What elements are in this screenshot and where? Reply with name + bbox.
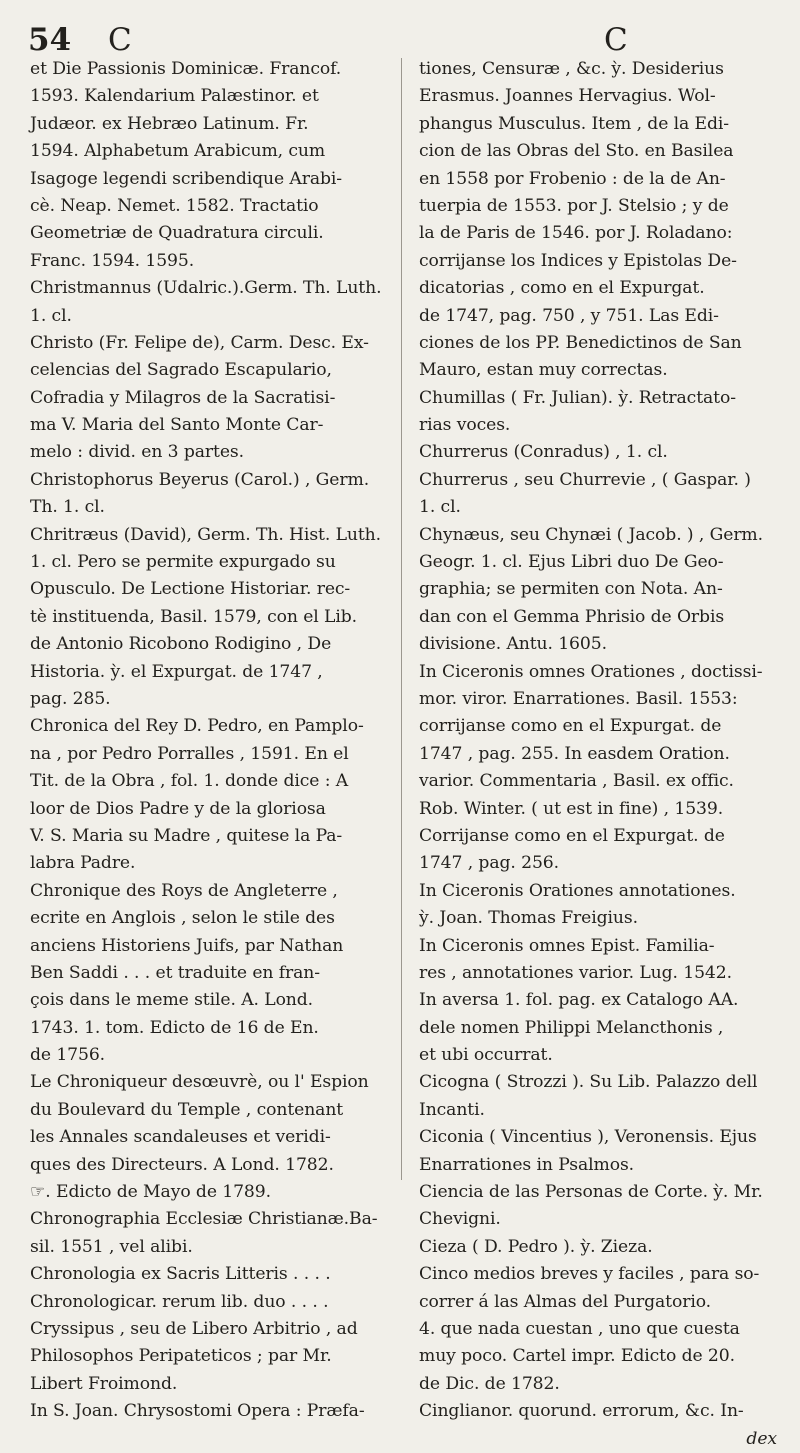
text-line: Churrerus (Conradus) , 1. cl.	[419, 442, 668, 463]
text-line: Historia. ỳ. el Expurgat. de 1747 ,	[30, 661, 323, 682]
text-line: 1594. Alphabetum Arabicum, cum	[30, 141, 326, 162]
text-line: cè. Neap. Nemet. 1582. Tractatio	[30, 195, 319, 216]
text-line: Cieza ( D. Pedro ). ỳ. Zieza.	[419, 1236, 653, 1257]
text-line: Chronica del Rey D. Pedro, en Pamplo-	[30, 716, 364, 737]
running-head-left: C	[108, 22, 132, 58]
text-line: 1747 , pag. 256.	[419, 853, 559, 874]
text-line: Erasmus. Joannes Hervagius. Wol-	[419, 86, 716, 107]
text-line: 4. que nada cuestan , uno que cuesta	[419, 1318, 740, 1339]
text-line: tuerpia de 1553. por J. Stelsio ; y de	[419, 195, 729, 216]
text-line: Christmannus (Udalric.).Germ. Th. Luth.	[30, 278, 382, 299]
text-line: ques des Directeurs. A Lond. 1782.	[30, 1154, 334, 1175]
text-line: pag. 285.	[30, 688, 111, 709]
text-line: et Die Passionis Dominicæ. Francof.	[30, 59, 342, 79]
text-line: Tit. de la Obra , fol. 1. donde dice : A	[30, 771, 349, 792]
text-line: dele nomen Philippi Melancthonis ,	[419, 1017, 724, 1038]
text-line: Chevigni.	[419, 1209, 501, 1230]
text-line: dan con el Gemma Phrisio de Orbis	[419, 606, 725, 627]
text-line: en 1558 por Frobenio : de la de An-	[419, 168, 726, 189]
text-line: Corrijanse como en el Expurgat. de	[419, 825, 725, 846]
text-line: rias voces.	[419, 415, 511, 436]
text-line: Chynæus, seu Chynæi ( Jacob. ) , Germ.	[419, 524, 763, 545]
text-line: et ubi occurrat.	[419, 1045, 553, 1066]
text-line: Th. 1. cl.	[30, 497, 105, 518]
text-line: de 1747, pag. 750 , y 751. Las Edi-	[419, 305, 719, 326]
text-line: Ciencia de las Personas de Corte. ỳ. Mr.	[419, 1182, 763, 1203]
text-line: Geogr. 1. cl. Ejus Libri duo De Geo-	[419, 552, 724, 573]
text-line: Cinglianor. quorund. errorum, &c. In-	[419, 1401, 744, 1422]
page-number: 54	[28, 22, 72, 58]
text-line: tè instituenda, Basil. 1579, con el Lib.	[30, 606, 358, 627]
text-line: 1. cl.	[30, 305, 72, 326]
text-line: Ciconia ( Vincentius ), Veronensis. Ejus	[419, 1127, 757, 1148]
text-line: Isagoge legendi scribendique Arabi-	[30, 168, 343, 189]
text-line: Chronologicar. rerum lib. duo . . . .	[30, 1291, 329, 1312]
text-line: de Dic. de 1782.	[419, 1373, 560, 1394]
text-line: çois dans le meme stile. A. Lond.	[30, 990, 314, 1011]
text-line: V. S. Maria su Madre , quitese la Pa-	[30, 825, 343, 846]
text-line: varior. Commentaria , Basil. ex offic.	[419, 771, 734, 792]
text-line: de 1756.	[30, 1045, 106, 1066]
text-line: mor. viror. Enarrationes. Basil. 1553:	[419, 688, 738, 709]
text-line: na , por Pedro Porralles , 1591. En el	[30, 743, 349, 764]
text-line: du Boulevard du Temple , contenant	[30, 1099, 344, 1120]
text-line: In Ciceronis Orationes annotationes.	[419, 880, 736, 901]
left-column	[30, 56, 394, 1426]
text-line: ciones de los PP. Benedictinos de San	[419, 332, 742, 353]
text-line: celencias del Sagrado Escapulario,	[30, 360, 332, 381]
text-line: muy poco. Cartel impr. Edicto de 20.	[419, 1346, 735, 1367]
text-line: Judæor. ex Hebræo Latinum. Fr.	[30, 113, 309, 134]
text-line: labra Padre.	[30, 853, 136, 874]
text-line: les Annales scandaleuses et veridi-	[30, 1127, 331, 1148]
text-line: divisione. Antu. 1605.	[419, 634, 607, 655]
right-column	[419, 56, 783, 1453]
text-line: de Antonio Ricobono Rodigino , De	[30, 634, 332, 655]
text-line: Chronique des Roys de Angleterre ,	[30, 880, 338, 901]
text-line: Churrerus , seu Churrevie , ( Gaspar. )	[419, 469, 751, 490]
text-line: corrijanse como en el Expurgat. de	[419, 716, 722, 737]
text-line: Cofradia y Milagros de la Sacratisi-	[30, 387, 336, 408]
text-line: Cicogna ( Strozzi ). Su Lib. Palazzo dell	[419, 1072, 758, 1093]
text-line: Incanti.	[419, 1099, 485, 1120]
text-line: Libert Froimond.	[30, 1373, 178, 1394]
text-line: 1743. 1. tom. Edicto de 16 de En.	[30, 1017, 319, 1038]
text-line: loor de Dios Padre y de la gloriosa	[30, 798, 326, 819]
text-line: Ben Saddi . . . et traduite en fran-	[30, 962, 320, 983]
text-line: 1. cl.	[419, 497, 461, 518]
text-line: tiones, Censuræ , &c. ỳ. Desiderius	[419, 59, 724, 79]
column-divider	[401, 58, 402, 1180]
text-line: dicatorias , como en el Expurgat.	[419, 278, 705, 299]
text-line: In Ciceronis omnes Epist. Familia-	[419, 935, 715, 956]
text-line: ma V. Maria del Santo Monte Car-	[30, 415, 324, 436]
text-line: In Ciceronis omnes Orationes , doctissi-	[419, 661, 763, 682]
text-line: sil. 1551 , vel alibi.	[30, 1236, 193, 1257]
text-line: 1593. Kalendarium Palæstinor. et	[30, 86, 319, 107]
text-line: la de Paris de 1546. por J. Roladano:	[419, 223, 733, 244]
catchword: dex	[746, 1428, 777, 1449]
text-line: Christophorus Beyerus (Carol.) , Germ.	[30, 469, 370, 490]
text-line: ecrite en Anglois , selon le stile des	[30, 908, 335, 929]
text-line: Franc. 1594. 1595.	[30, 250, 195, 271]
text-line: anciens Historiens Juifs, par Nathan	[30, 935, 344, 956]
text-line: Cryssipus , seu de Libero Arbitrio , ad	[30, 1318, 358, 1339]
text-line: ☞. Edicto de Mayo de 1789.	[30, 1182, 271, 1203]
text-line: In aversa 1. fol. pag. ex Catalogo AA.	[419, 990, 739, 1011]
text-line: Chronographia Ecclesiæ Christianæ.Ba-	[30, 1209, 378, 1230]
text-line: Enarrationes in Psalmos.	[419, 1154, 635, 1175]
text-line: Opusculo. De Lectione Historiar. rec-	[30, 579, 351, 600]
text-line: Christo (Fr. Felipe de), Carm. Desc. Ex-	[30, 332, 369, 353]
text-line: graphia; se permiten con Nota. An-	[419, 579, 723, 600]
text-line: Chritræus (David), Germ. Th. Hist. Luth.	[30, 524, 382, 545]
text-line: Chumillas ( Fr. Julian). ỳ. Retractato-	[419, 387, 736, 408]
text-line: correr á las Almas del Purgatorio.	[419, 1291, 712, 1312]
text-line: phangus Musculus. Item , de la Edi-	[419, 113, 729, 134]
text-line: 1747 , pag. 255. In easdem Oration.	[419, 743, 730, 764]
text-line: corrijanse los Indices y Epistolas De-	[419, 250, 737, 271]
text-line: Geometriæ de Quadratura circuli.	[30, 223, 324, 244]
text-line: 1. cl. Pero se permite expurgado su	[30, 552, 336, 573]
text-line: Rob. Winter. ( ut est in fine) , 1539.	[419, 798, 724, 819]
text-line: Cinco medios breves y faciles , para so-	[419, 1264, 760, 1285]
text-line: Le Chroniqueur desœuvrè, ou l' Espion	[30, 1072, 369, 1093]
text-line: melo : divid. en 3 partes.	[30, 442, 244, 463]
text-line: Philosophos Peripateticos ; par Mr.	[30, 1346, 332, 1367]
running-head-right: C	[604, 22, 628, 58]
text-line: ỳ. Joan. Thomas Freigius.	[419, 908, 638, 929]
text-line: cion de las Obras del Sto. en Basilea	[419, 141, 734, 162]
text-line: res , annotationes varior. Lug. 1542.	[419, 962, 732, 983]
text-line: Chronologia ex Sacris Litteris . . . .	[30, 1264, 331, 1285]
text-line: In S. Joan. Chrysostomi Opera : Præfa-	[30, 1401, 365, 1422]
text-line: Mauro, estan muy correctas.	[419, 360, 668, 381]
